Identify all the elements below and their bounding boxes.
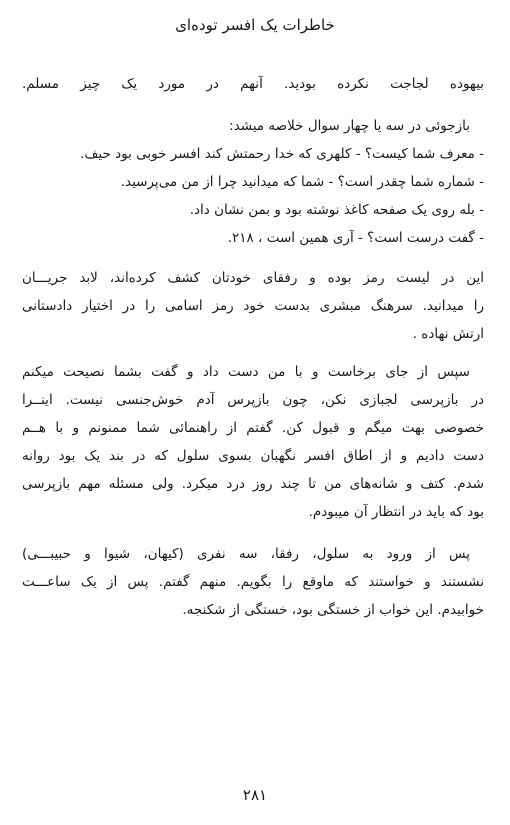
text-line: پس از ورود به سلول، رفقا، سه نفری (کیهان، شیوا و حبیبـــی) bbox=[22, 546, 470, 562]
text-line: دست دادیم و از اطاق افسر نگهبان بسوی سلول که در بند یک بود روانه bbox=[22, 448, 484, 464]
page-header-title: خاطرات یک افسر توده‌ای bbox=[175, 16, 335, 34]
text-line: بود که باید در انتظار آن میبودم. bbox=[308, 504, 484, 520]
text-line: سپس از جای برخاست و با من دست داد و گفت بشما نصیحت میکنم bbox=[22, 364, 470, 380]
text-line: - گفت درست است؟ - آری همین است ، ۲۱۸. bbox=[227, 230, 484, 246]
page-number: ۲۸۱ bbox=[242, 786, 268, 804]
text-line: - بله روی یک صفحه کاغذ نوشته بود و بمن نشان داد. bbox=[189, 202, 484, 218]
text-line: نشستند و خواستند که ماوقع را بگویم. منهم گفتم. پس از یک ساعـــت bbox=[22, 574, 484, 590]
text-line: شدم. کتف و شانه‌های من تا چند روز درد میکرد. ولی مسئله مهم بازپرسی bbox=[22, 476, 484, 492]
text-line: خصوصی بهت میگم و قبول کن. گفتم از راهنمائی شما ممنونم و با هــم bbox=[22, 420, 484, 436]
text-line: ارتش نهاده . bbox=[412, 326, 484, 342]
text-line: - شماره شما چقدر است؟ - شما که میدانید چرا از من می‌پرسید. bbox=[120, 174, 484, 190]
text-line: را میدانید. سرهنگ مبشری بدست خود رمز اسامی را در اختیار دادستانی bbox=[22, 298, 484, 314]
text-line: خوابیدم. این خواب از خستگی بود، خستگی از شکنجه. bbox=[182, 602, 484, 618]
text-line: بیهوده لجاجت نکرده بودید. آنهم در مورد یک چیز مسلم. bbox=[22, 76, 484, 92]
text-line: - معرف شما کیست؟ - کلهری که خدا رحمتش کند افسر خوبی بود حیف. bbox=[80, 146, 484, 162]
text-line: در بازپرسی لجبازی نکن، چون بازپرس آدم خوش‌جنسی نیست. اینــرا bbox=[22, 392, 484, 408]
text-line: بازجوئی در سه یا چهار سوال خلاصه میشد: bbox=[229, 118, 470, 134]
text-line: این در لیست رمز بوده و رفقای خودتان کشف کرده‌اند، لابد جریـــان bbox=[22, 270, 484, 286]
